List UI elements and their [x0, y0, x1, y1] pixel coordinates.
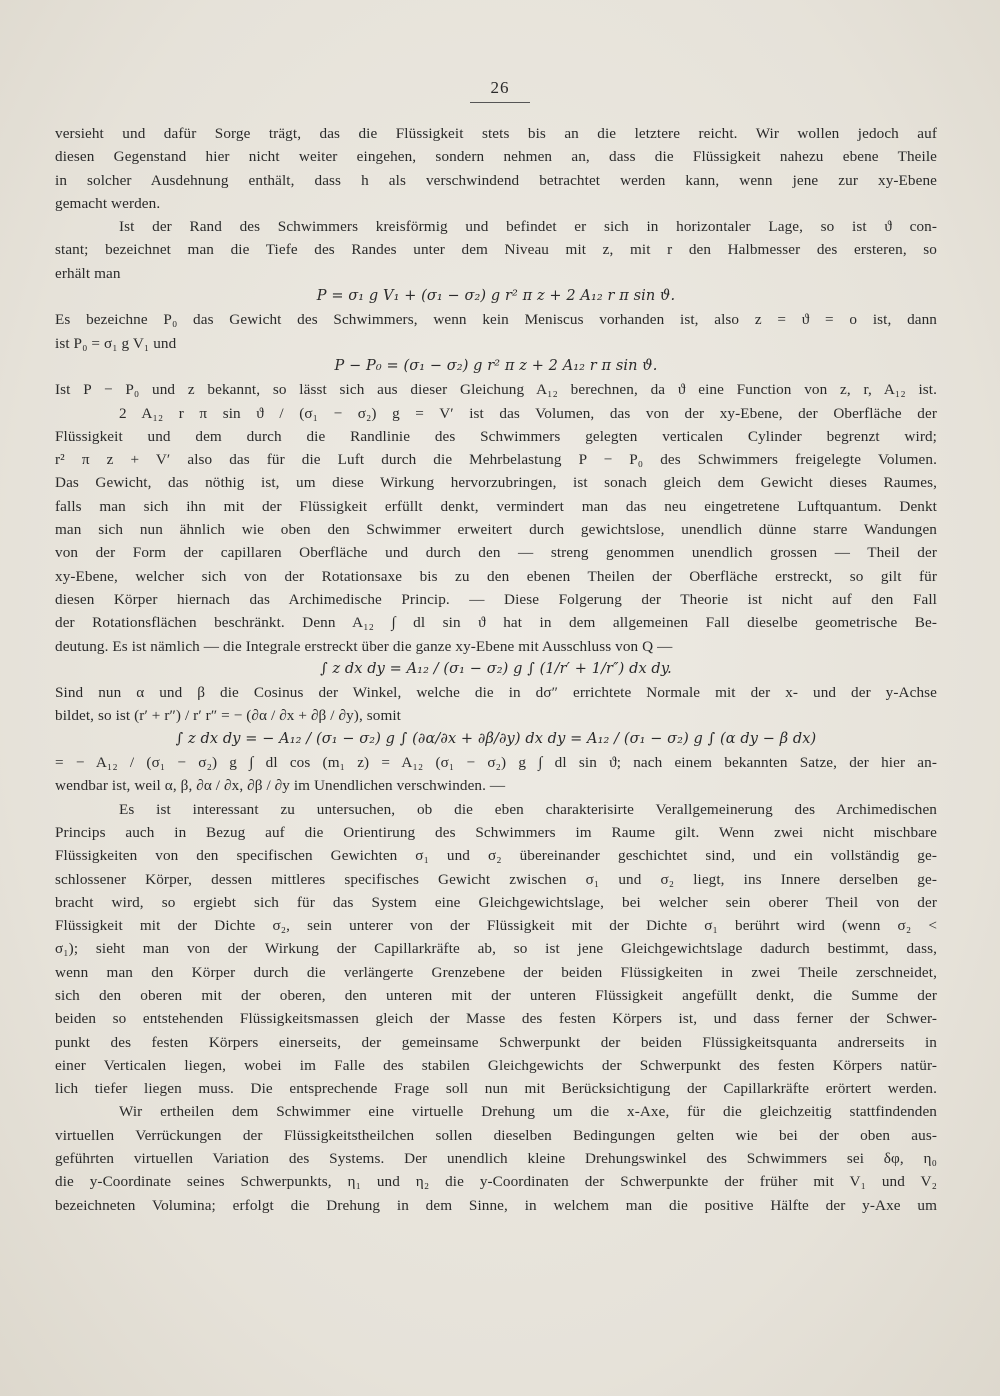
text-line: Ist der Rand des Schwimmers kreisförmig und befindet er sich in horizontaler Lage, so ist ϑ con-: [119, 218, 937, 236]
text-line: Flüssigkeiten von den specifischen Gewichten σ₁ und σ₂ übereinander geschichtet sind, und ein vollständig ge-: [55, 847, 937, 865]
text-line: bezeichneten Volumina; erfolgt die Drehung in dem Sinne, in welchem man die positive Hälfte der y-Axe um: [55, 1196, 937, 1214]
text-line: erhält man: [55, 264, 121, 282]
text-line: Das Gewicht, das nöthig ist, um diese Wirkung hervorzubringen, ist sonach gleich dem Gewicht dieses Raumes,: [55, 474, 937, 492]
text-line: Wir ertheilen dem Schwimmer eine virtuelle Drehung um die x-Axe, für die gleichzeitig stattfindenden: [119, 1103, 937, 1121]
formula-line: P = σ₁ g V₁ + (σ₁ − σ₂) g r² π z + 2 A₁₂ r π sin ϑ.: [316, 288, 676, 305]
text-line: punkt des festen Körpers einerseits, der gemeinsame Schwerpunkt der beiden Flüssigkeitsquanta andrerseits in: [55, 1033, 937, 1051]
text-line: in solcher Ausdehnung enthält, dass h als verschwindend betrachtet werden kann, wenn jene zur xy-Ebene: [55, 171, 937, 189]
text-line: schlossener Körper, dessen mittleres specifisches Gewicht zwischen σ₁ und σ₂ liegt, ins Innere derselben ge-: [55, 870, 937, 888]
formula-line: P − P₀ = (σ₁ − σ₂) g r² π z + 2 A₁₂ r π sin ϑ.: [334, 357, 658, 374]
text-line: falls man sich ihn mit der Flüssigkeit erfüllt denkt, vermindert man das neu eingetretene Luftquantum. Denkt: [55, 497, 937, 515]
formula-line: ∫ z dx dy = A₁₂ / (σ₁ − σ₂) g ∫ (1/r′ + 1/r″) dx dy.: [320, 660, 672, 677]
text-line: Ist P − P₀ und z bekannt, so lässt sich aus dieser Gleichung A₁₂ berechnen, da ϑ eine Function von z, r, A₁₂ ist.: [55, 381, 937, 399]
text-line: der Rotationsflächen beschränkt. Denn A₁₂ ∫ dl sin ϑ hat in dem allgemeinen Fall dieselbe geometrische Be-: [55, 614, 937, 632]
text-line: versieht und dafür Sorge trägt, das die Flüssigkeit stets bis an die letztere reicht. Wir wollen jedoch auf: [55, 125, 937, 142]
text-line: virtuellen Verrückungen der Flüssigkeitstheilchen sollen dieselben Bedingungen gelten wie bei der oben aus-: [55, 1126, 937, 1144]
text-line: man sich nun ähnlich wie oben den Schwimmer erweitert durch gewichtslose, unendlich dünne starre Wandungen: [55, 521, 937, 539]
text-line: Es ist interessant zu untersuchen, ob die eben charakterisirte Verallgemeinerung des Archimedischen: [119, 800, 937, 818]
text-line: gemacht werden.: [55, 194, 161, 212]
text-line: wendbar ist, weil α, β, ∂α / ∂x, ∂β / ∂y im Unendlichen verschwinden. —: [55, 777, 506, 795]
text-line: geführten virtuellen Variation des Systems. Der unendlich kleine Drehungswinkel des Schwimmers sei δφ, η₀: [55, 1150, 937, 1168]
text-line: Sind nun α und β die Cosinus der Winkel, welche die in dσ″ errichtete Normale mit der x- und der y-Achse: [55, 684, 937, 702]
text-line: die y-Coordinate seines Schwerpunkts, η₁ und η₂ die y-Coordinaten der Schwerpunkte der früher mit V₁ und V₂: [55, 1173, 937, 1191]
text-line: Princips auch in Bezug auf die Orientirung des Schwimmers im Raume gilt. Wenn zwei nicht mischbare: [55, 823, 937, 841]
text-line: von der Form der capillaren Oberfläche und durch den — streng genommen unendlich grossen — Theil der: [55, 544, 937, 562]
text-line: ist P₀ = σ₁ g V₁ und: [55, 334, 177, 352]
text-line: σ₁); sieht man von der Wirkung der Capillarkräfte ab, so ist jene Gleichgewichtslage dadurch bestimmt, dass,: [55, 940, 937, 958]
text-line: xy-Ebene, welcher sich von der Rotationsaxe bis zu den ebenen Theilen der Oberfläche erstreckt, so gilt für: [55, 567, 937, 585]
text-line: bracht wird, so ergiebt sich für das System eine Gleichgewichtslage, bei welcher sein oberer Theil von der: [55, 893, 937, 911]
text-line: deutung. Es ist nämlich — die Integrale erstreckt über die ganze xy-Ebene mit Ausschluss von Q —: [55, 637, 673, 655]
text-line: Es bezeichne P₀ das Gewicht des Schwimmers, wenn kein Meniscus vorhanden ist, also z = ϑ = o ist, dann: [55, 311, 937, 329]
formula-line: ∫ z dx dy = − A₁₂ / (σ₁ − σ₂) g ∫ (∂α/∂x + ∂β/∂y) dx dy = A₁₂ / (σ₁ − σ₂) g ∫ (α dy − β dx): [175, 730, 817, 747]
text-line: lich tiefer liegen muss. Die entsprechende Frage soll nun mit Berücksichtigung der Capillarkräfte erörtert werden.: [55, 1080, 937, 1098]
page-number: 26: [470, 78, 530, 103]
text-line: stant; bezeichnet man die Tiefe des Randes unter dem Niveau mit z, mit r den Halbmesser des ersteren, so: [55, 241, 937, 259]
text-line: 2 A₁₂ r π sin ϑ / (σ₁ − σ₂) g = V′ ist das Volumen, das von der xy-Ebene, der Oberfläche der: [119, 404, 937, 422]
text-line: einer Verticalen liegen, wobei im Falle des stabilen Gleichgewichts der Schwerpunkt des festen Körpers natür-: [55, 1056, 937, 1074]
text-line: sich den oberen mit der oberen, den unteren mit der unteren Flüssigkeit angefüllt denkt, die Summe der: [55, 986, 937, 1004]
text-line: wenn man den Körper durch die verlängerte Grenzebene der beiden Flüssigkeiten in zwei Theile zerschneidet,: [55, 963, 937, 981]
text-line: Flüssigkeit mit der Dichte σ₂, sein unterer von der Flüssigkeit mit der Dichte σ₁ berührt wird (wenn σ₂ <: [55, 917, 937, 935]
body-text: [55, 122, 937, 1217]
text-line: Flüssigkeit und dem durch die Randlinie des Schwimmers gelegten verticalen Cylinder begrenzt wird;: [55, 427, 937, 445]
text-line: bildet, so ist (r′ + r″) / r′ r″ = − (∂α / ∂x + ∂β / ∂y), somit: [55, 707, 402, 725]
text-line: = − A₁₂ / (σ₁ − σ₂) g ∫ dl cos (m₁ z) = A₁₂ (σ₁ − σ₂) g ∫ dl sin ϑ; nach einem bekannten Satze, der hier an-: [55, 754, 937, 772]
text-line: diesen Körper hiernach das Archimedische Princip. — Diese Folgerung der Theorie ist nicht auf den Fall: [55, 590, 937, 608]
text-line: r² π z + V′ also das für die Luft durch die Mehrbelastung P − P₀ des Schwimmers freigelegte Volumen.: [55, 451, 937, 469]
text-line: beiden so entstehenden Flüssigkeitsmassen gleich der Masse des festen Körpers ist, und dass ferner der Schwer-: [55, 1010, 937, 1028]
text-line: diesen Gegenstand hier nicht weiter eingehen, sondern nehmen an, dass die Flüssigkeit nahezu ebene Theile: [55, 148, 937, 166]
